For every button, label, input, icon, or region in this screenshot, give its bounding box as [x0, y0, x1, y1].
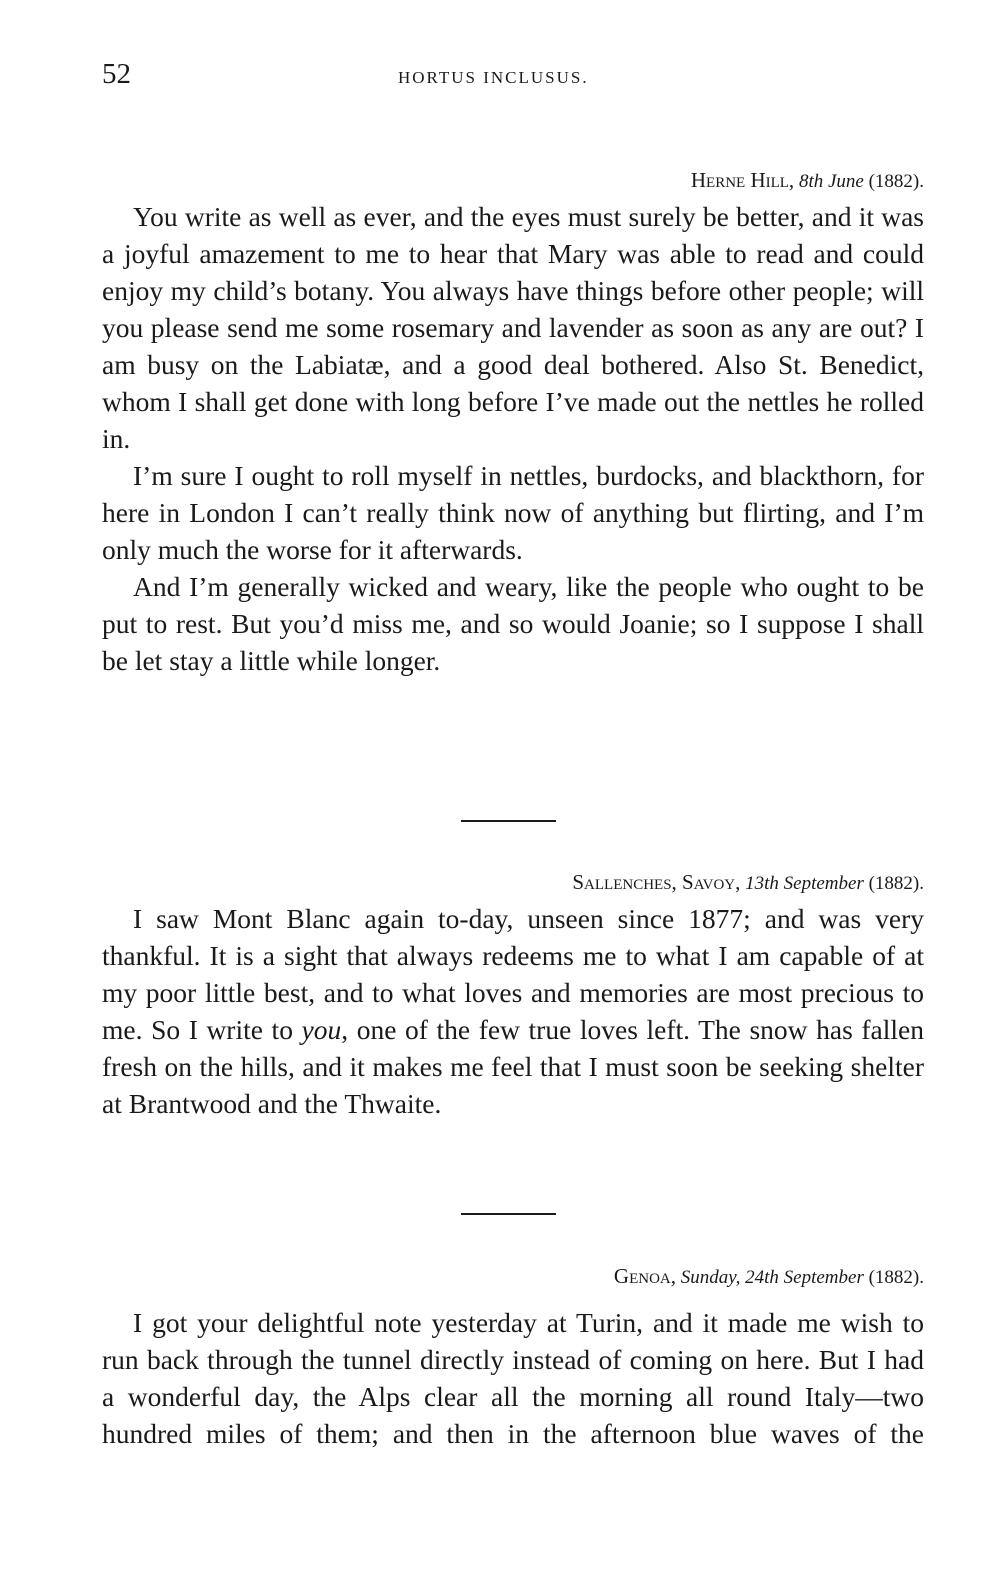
- running-title: HORTUS INCLUSUS.: [398, 68, 589, 87]
- book-page: [102, 0, 924, 1586]
- emphasized-word: you: [301, 1014, 342, 1045]
- letter-paragraph: And I’m generally wicked and weary, like the people who ought to be put to rest. But you’d miss me, and so would Joanie; so I suppose I shall be let stay a little while longer.: [102, 571, 924, 676]
- letter-paragraph: I got your delightful note yesterday at Turin, and it made me wish to run back through the tunnel directly instead of coming on here. But I had a wonderful day, the Alps clear all the morning all round Italy—two hundred miles of them; and then in the afternoon blue waves of the: [102, 1307, 924, 1449]
- dateline: [102, 1262, 924, 1290]
- dateline-date: 13th September: [745, 873, 864, 894]
- letter-paragraph: I’m sure I ought to roll myself in nettles, burdocks, and blackthorn, for here in London I can’t really think now of anything but flirting, and I’m only much the worse for it afterwards.: [102, 460, 924, 565]
- page-number: 52: [102, 58, 131, 90]
- dateline-place: Genoa,: [613, 1264, 676, 1288]
- letter-sallenches: [102, 868, 924, 1122]
- paragraph-text: I saw Mont Blanc again to-day, unseen since 1877; and was very thankful. It is a sight that always redeems me to what I am capable of at my poor little best, and to what loves and memories are most precious to me. So I write to: [102, 903, 924, 1045]
- letter-herne-hill: [102, 166, 924, 679]
- dateline: [102, 868, 924, 896]
- dateline-date: Sunday, 24th September: [680, 1267, 864, 1288]
- section-divider: [461, 1213, 556, 1215]
- dateline-date: 8th June: [798, 171, 864, 192]
- running-head: [102, 58, 924, 98]
- section-divider: [461, 820, 556, 822]
- dateline-place: Herne Hill,: [690, 168, 795, 192]
- dateline-year: (1882).: [868, 171, 924, 192]
- dateline-place: Sallenches, Savoy,: [572, 870, 741, 894]
- dateline-year: (1882).: [868, 1267, 924, 1288]
- letter-paragraph: You write as well as ever, and the eyes must surely be better, and it was a joyful amazement to me to hear that Mary was able to read and could enjoy my child’s botany. You always have things before other people; will you please send me some rosemary and lavender as soon as any are out? I am busy on the Labiatæ, and a good deal bothered. Also St. Benedict, whom I shall get done with long before I’ve made out the nettles he rolled in.: [102, 201, 924, 454]
- dateline: [102, 166, 924, 194]
- letter-genoa: [102, 1262, 924, 1452]
- dateline-year: (1882).: [868, 873, 924, 894]
- letter-paragraph: [102, 900, 924, 1122]
- paragraph-text: , one of the few true loves left. The snow has fallen fresh on the hills, and it makes me feel that I must soon be seeking shelter at Brantwood and the Thwaite.: [102, 1014, 924, 1119]
